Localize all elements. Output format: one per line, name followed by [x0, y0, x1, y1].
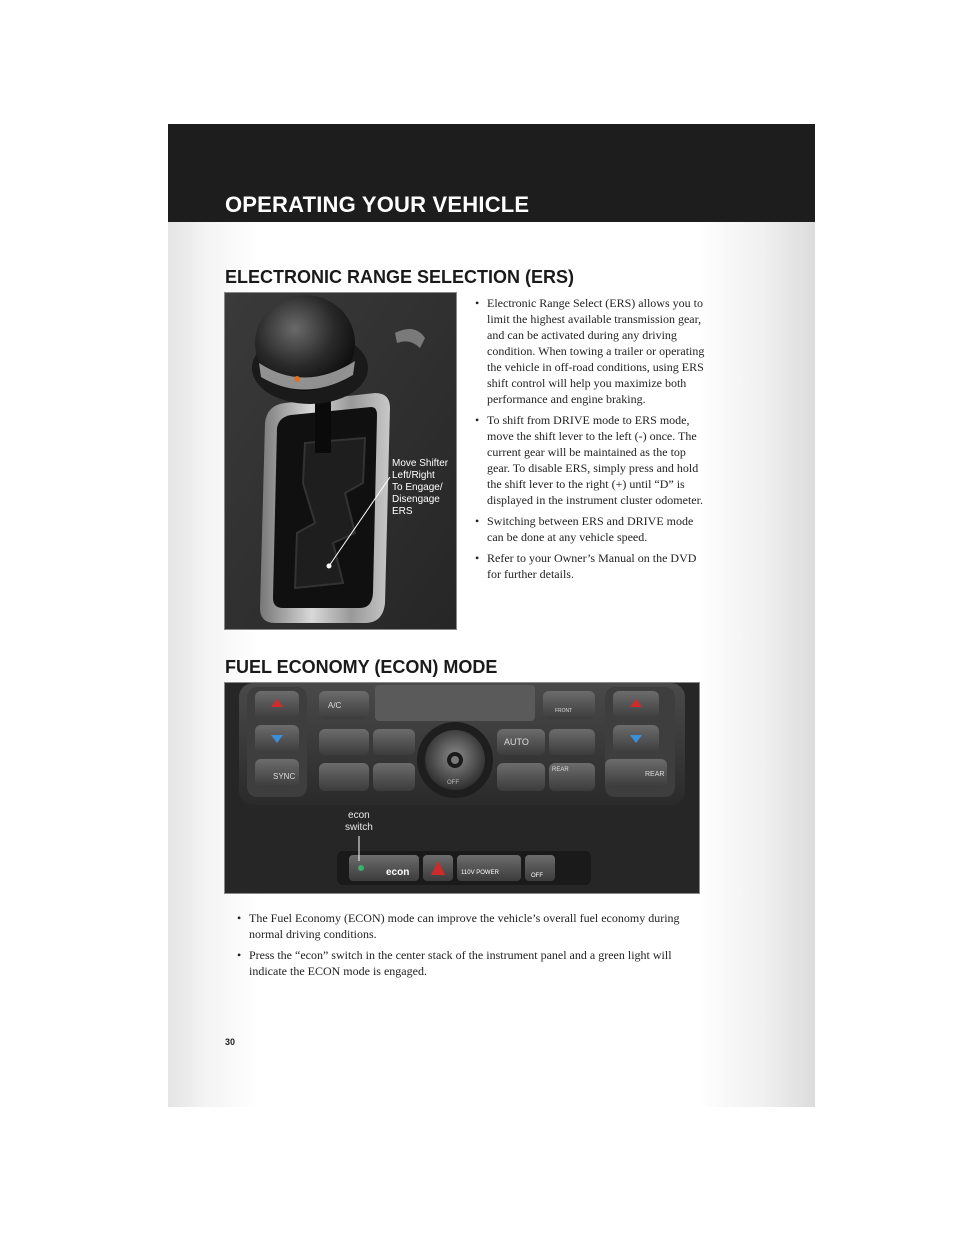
econ-callout-line: switch	[345, 822, 373, 833]
ers-callout-line: Move Shifter	[392, 458, 449, 469]
rear-defrost-button: REAR	[552, 767, 569, 773]
ers-bullet: • To shift from DRIVE mode to ERS mode, move the shift lever to the left (-) once. The current gear will be maintained as the top gear. To disable ERS, simply press and hold the shift lever to the right (+) until “D” is displayed in the instrument cluster odometer.	[475, 412, 705, 508]
ers-callout-line: Disengage	[392, 494, 440, 505]
econ-bullet-list	[237, 910, 707, 984]
econ-callout	[345, 810, 373, 834]
ers-bullet: • Switching between ERS and DRIVE mode can be done at any vehicle speed.	[475, 513, 705, 545]
sync-button: SYNC	[273, 772, 296, 781]
dial-off-label: OFF	[447, 780, 459, 786]
ers-bullet: • Refer to your Owner’s Manual on the DVD for further details.	[475, 550, 705, 582]
econ-bullet: • Press the “econ” switch in the center stack of the instrument panel and a green light will indicate the ECON mode is engaged.	[237, 947, 707, 979]
manual-page	[168, 124, 815, 1107]
econ-bullet: • The Fuel Economy (ECON) mode can improve the vehicle’s overall fuel economy during normal driving conditions.	[237, 910, 707, 942]
auto-button: AUTO	[504, 737, 529, 747]
econ-switch: econ	[386, 867, 410, 878]
ac-button: A/C	[328, 701, 342, 710]
ers-bullet: • Electronic Range Select (ERS) allows you to limit the highest available transmission gear, and can be activated during any driving condition. When towing a trailer or operating the vehicle in off-road conditions, using ERS shift control will help you maximize both performance and engine braking.	[475, 295, 705, 407]
front-defrost-button: FRONT	[555, 708, 573, 714]
econ-heading: FUEL ECONOMY (ECON) MODE	[225, 657, 498, 677]
ers-callout-line: ERS	[392, 506, 413, 517]
power-outlet-button: 110V POWER	[461, 870, 499, 876]
econ-panel-photo	[224, 682, 700, 894]
ers-callout-line: To Engage/	[392, 482, 443, 493]
rear-climate-button: REAR	[645, 771, 665, 778]
control-panel-image	[225, 683, 699, 893]
section-header-title: OPERATING YOUR VEHICLE	[225, 192, 530, 217]
ers-shifter-photo	[224, 292, 457, 630]
ers-heading: ELECTRONIC RANGE SELECTION (ERS)	[225, 267, 575, 287]
econ-callout-line: econ	[348, 810, 370, 821]
esc-off-button: OFF	[531, 873, 543, 879]
section-header	[168, 124, 815, 222]
ers-bullet-list	[475, 295, 705, 587]
ers-callout	[392, 458, 448, 518]
page-number: 30	[225, 1037, 236, 1047]
ers-callout-line: Left/Right	[392, 470, 435, 481]
